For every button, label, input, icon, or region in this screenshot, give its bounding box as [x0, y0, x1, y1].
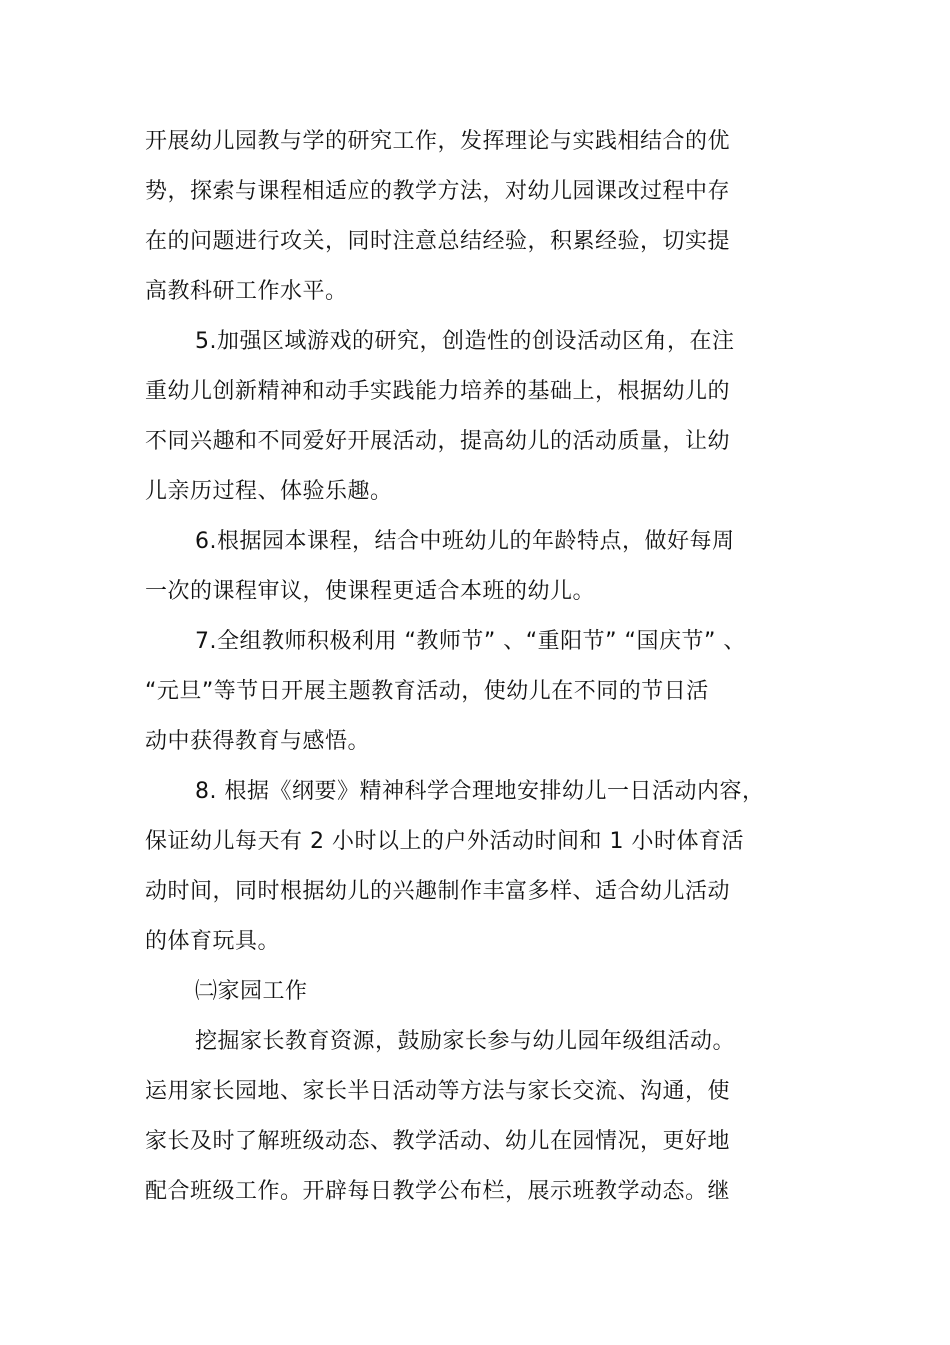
text-line: 开展幼儿园教与学的研究工作，发挥理论与实践相结合的优	[145, 129, 731, 154]
text-line: 7.全组教师积极利用 “教师节” 、“重阳节” “国庆节” 、	[195, 629, 746, 654]
section-heading: ㈡家园工作	[195, 979, 308, 1004]
text-line: 配合班级工作。开辟每日教学公布栏，展示班教学动态。继	[145, 1179, 731, 1204]
text-line: 儿亲历过程、体验乐趣。	[145, 479, 393, 504]
text-line: 8. 根据《纲要》精神科学合理地安排幼儿一日活动内容，	[195, 779, 765, 804]
text-line: 一次的课程审议，使课程更适合本班的幼儿。	[145, 579, 596, 604]
text-line: 重幼儿创新精神和动手实践能力培养的基础上，根据幼儿的	[145, 379, 731, 404]
text-line: 挖掘家长教育资源，鼓励家长参与幼儿园年级组活动。	[195, 1029, 736, 1054]
text-line: 6.根据园本课程，结合中班幼儿的年龄特点，做好每周	[195, 529, 735, 554]
text-line: 保证幼儿每天有 2 小时以上的户外活动时间和 1 小时体育活	[145, 829, 744, 854]
text-line: 家长及时了解班级动态、教学活动、幼儿在园情况，更好地	[145, 1129, 731, 1154]
text-line: 运用家长园地、家长半日活动等方法与家长交流、沟通，使	[145, 1079, 731, 1104]
text-line: 动时间，同时根据幼儿的兴趣制作丰富多样、适合幼儿活动	[145, 879, 731, 904]
text-line: 不同兴趣和不同爱好开展活动，提高幼儿的活动质量，让幼	[145, 429, 731, 454]
text-line: 5.加强区域游戏的研究，创造性的创设活动区角，在注	[195, 329, 735, 354]
text-line: “元旦”等节日开展主题教育活动，使幼儿在不同的节日活	[145, 679, 709, 704]
text-line: 动中获得教育与感悟。	[145, 729, 371, 754]
text-line: 高教科研工作水平。	[145, 279, 348, 304]
text-line: 势，探索与课程相适应的教学方法，对幼儿园课改过程中存	[145, 179, 731, 204]
text-line: 的体育玩具。	[145, 929, 281, 954]
text-line: 在的问题进行攻关，同时注意总结经验，积累经验，切实提	[145, 229, 731, 254]
